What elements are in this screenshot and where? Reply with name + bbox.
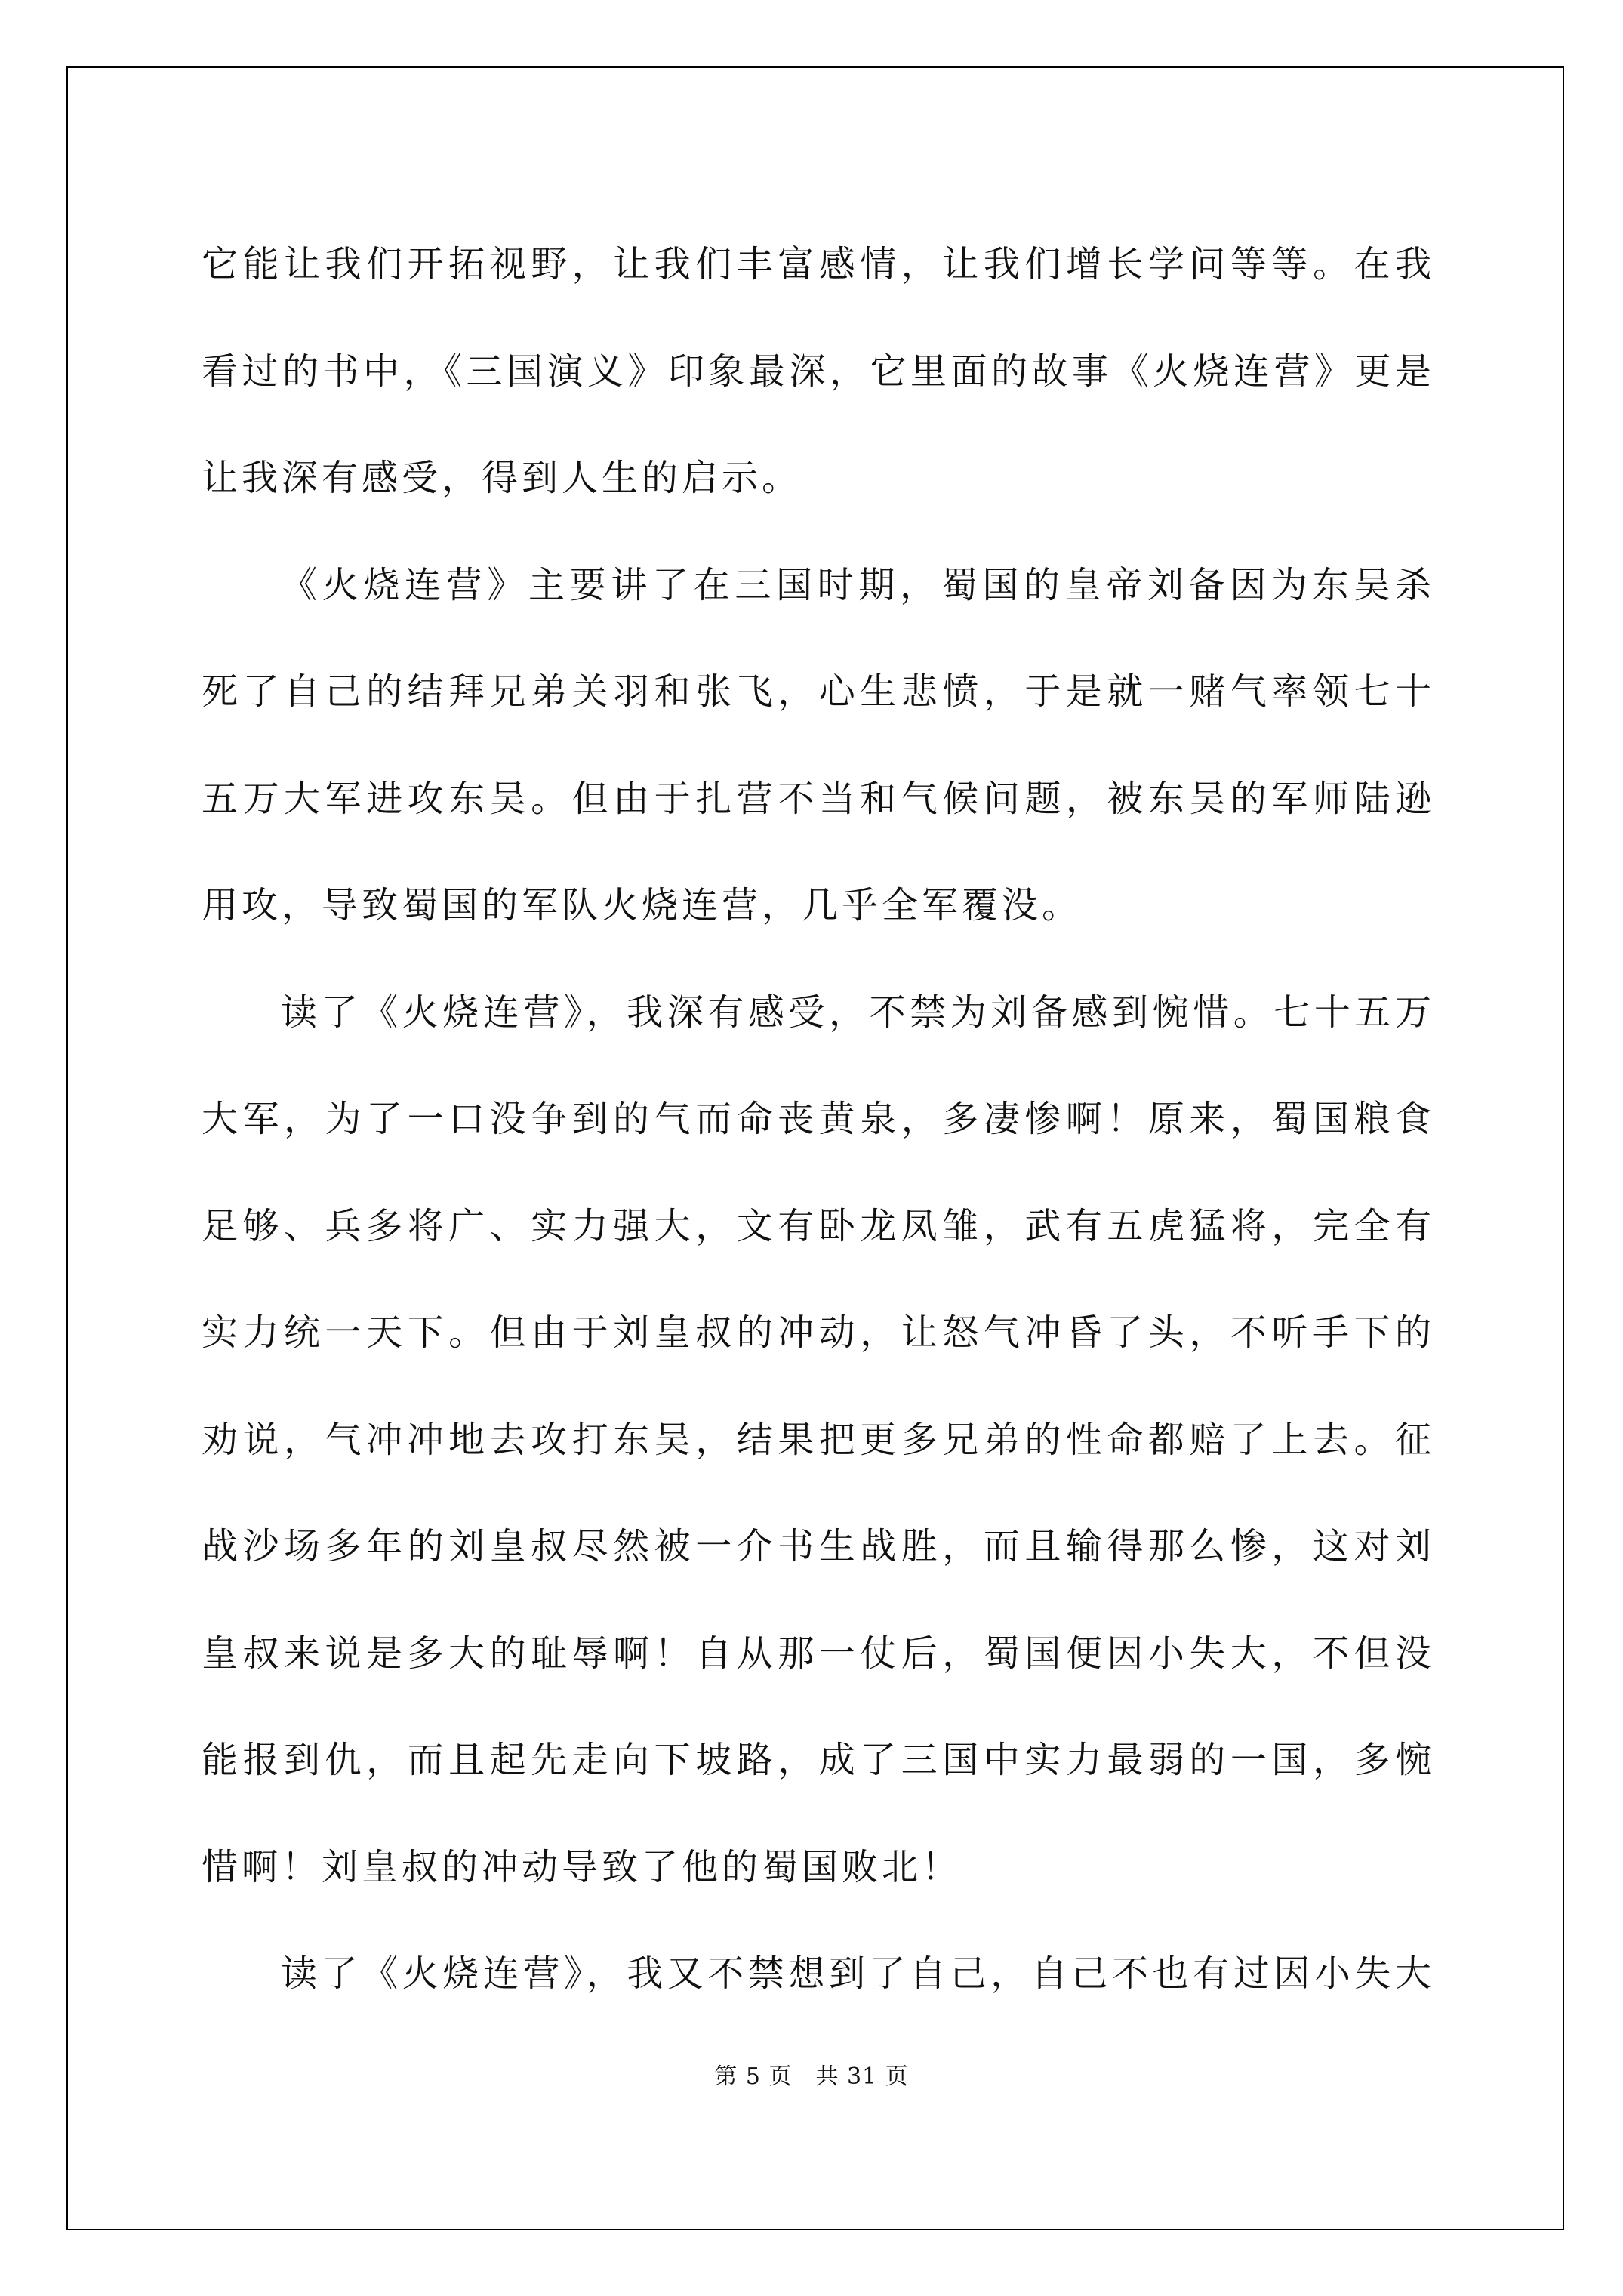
text-line: 用攻，导致蜀国的军队火烧连营，几乎全军覆没。	[202, 884, 1083, 926]
paragraph-first-line: 读了《火烧连营》，我又不禁想到了自己，自己不也有过因小失大	[281, 1952, 1435, 1995]
text-line: 实力统一天下。但由于刘皇叔的冲动，让怒气冲昏了头，不听手下的	[202, 1311, 1435, 1354]
paragraph-first-line: 《火烧连营》主要讲了在三国时期，蜀国的皇帝刘备因为东吴杀	[281, 563, 1435, 606]
text-line: 让我深有感受，得到人生的启示。	[202, 457, 802, 499]
text-line: 劝说，气冲冲地去攻打东吴，结果把更多兄弟的性命都赔了上去。征	[202, 1418, 1435, 1461]
page-number-footer: 第 5 页 共 31 页	[714, 2063, 909, 2090]
text-line: 足够、兵多将广、实力强大，文有卧龙凤雏，武有五虎猛将，完全有	[202, 1204, 1435, 1247]
text-line: 死了自己的结拜兄弟关羽和张飞，心生悲愤，于是就一赌气率领七十	[202, 670, 1435, 713]
text-line: 战沙场多年的刘皇叔尽然被一介书生战胜，而且输得那么惨，这对刘	[202, 1525, 1435, 1567]
paragraph-first-line: 读了《火烧连营》，我深有感受，不禁为刘备感到惋惜。七十五万	[281, 991, 1435, 1034]
text-line: 五万大军进攻东吴。但由于扎营不当和气候问题，被东吴的军师陆逊	[202, 777, 1435, 820]
text-line: 皇叔来说是多大的耻辱啊！自从那一仗后，蜀国便因小失大，不但没	[202, 1632, 1435, 1675]
text-line: 看过的书中，《三国演义》印象最深，它里面的故事《火烧连营》更是	[202, 350, 1435, 393]
text-line: 它能让我们开拓视野，让我们丰富感情，让我们增长学问等等。在我	[202, 243, 1435, 285]
text-line: 大军，为了一口没争到的气而命丧黄泉，多凄惨啊！原来，蜀国粮食	[202, 1098, 1435, 1140]
text-line: 能报到仇，而且起先走向下坡路，成了三国中实力最弱的一国，多惋	[202, 1739, 1435, 1781]
document-body	[202, 211, 1435, 2028]
text-line: 惜啊！刘皇叔的冲动导致了他的蜀国败北！	[202, 1845, 962, 1888]
